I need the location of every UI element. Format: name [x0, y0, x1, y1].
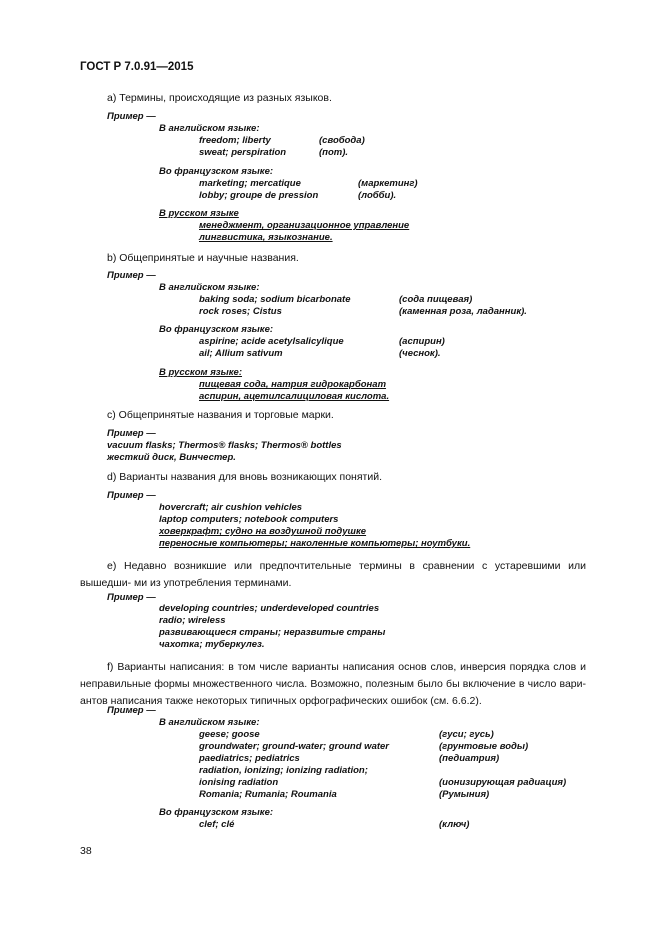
example-line: vacuum flasks; Thermos® flasks; Thermos® bottles — [107, 440, 342, 451]
term: aspirine; acide acetylsalicylique — [199, 336, 344, 347]
example-label: Пример — — [107, 705, 156, 716]
lang-label-english: В английском языке: — [159, 717, 260, 728]
gloss: (педиатрия) — [439, 753, 500, 764]
term: clef; clé — [199, 819, 235, 830]
example-line: hovercraft; air cushion vehicles — [159, 502, 303, 513]
example-line: laptop computers; notebook computers — [159, 514, 339, 525]
section-e-heading: e) Недавно возникшие или предпочтительные термины в сравнении с устаревшими или вышедши- ми из употребления терминами. — [80, 560, 586, 589]
term: rock roses; Cistus — [199, 306, 282, 317]
term: аспирин, ацетилсалициловая кислота. — [199, 391, 390, 402]
term: radiation, ionizing; ionizing radiation; — [199, 765, 368, 776]
example-label: Пример — — [107, 428, 156, 439]
example-line: жесткий диск, Винчестер. — [107, 452, 236, 463]
section-b-heading: b) Общепринятые и научные названия. — [107, 252, 299, 264]
document-header: ГОСТ Р 7.0.91—2015 — [80, 61, 194, 73]
example-line: radio; wireless — [159, 615, 226, 626]
gloss: (грунтовые воды) — [439, 741, 529, 752]
gloss: (пот). — [319, 147, 349, 158]
example-label: Пример — — [107, 490, 156, 501]
gloss: (сода пищевая) — [399, 294, 473, 305]
term: пищевая сода, натрия гидрокарбонат — [199, 379, 387, 390]
term: ionising radiation — [199, 777, 279, 788]
example-line: развивающиеся страны; неразвитые страны — [159, 627, 386, 638]
lang-label-french: Во французском языке: — [159, 807, 274, 818]
lang-label-english: В английском языке: — [159, 282, 260, 293]
term: lobby; groupe de pression — [199, 190, 319, 201]
gloss: (Румыния) — [439, 789, 490, 800]
gloss: (каменная роза, ладанник). — [399, 306, 527, 317]
gloss: (ионизирующая радиация) — [439, 777, 567, 788]
lang-label-french: Во французском языке: — [159, 166, 274, 177]
gloss: (ключ) — [439, 819, 470, 830]
term: менеджмент, организационное управление — [199, 220, 410, 231]
gloss: (лобби). — [358, 190, 397, 201]
term: sweat; perspiration — [199, 147, 287, 158]
gloss: (гуси; гусь) — [439, 729, 494, 740]
section-d-heading: d) Варианты названия для вновь возникающих понятий. — [107, 471, 382, 483]
term: marketing; mercatique — [199, 178, 301, 189]
term: geese; goose — [199, 729, 260, 740]
term: baking soda; sodium bicarbonate — [199, 294, 351, 305]
gloss: (аспирин) — [399, 336, 445, 347]
gloss: (чеснок). — [399, 348, 441, 359]
example-label: Пример — — [107, 270, 156, 281]
term: freedom; liberty — [199, 135, 271, 146]
example-line: ховеркрафт; судно на воздушной подушке — [159, 526, 367, 537]
lang-label-french: Во французском языке: — [159, 324, 274, 335]
example-label: Пример — — [107, 111, 156, 122]
page-number: 38 — [80, 845, 92, 857]
example-label: Пример — — [107, 592, 156, 603]
term: лингвистика, языкознание. — [199, 232, 333, 243]
lang-label-russian: В русском языке: — [159, 367, 243, 378]
term: ail; Allium sativum — [199, 348, 283, 359]
gloss: (свобода) — [319, 135, 365, 146]
term: Romania; Rumania; Roumania — [199, 789, 337, 800]
example-line: переносные компьютеры; наколенные компьютеры; ноутбуки. — [159, 538, 471, 549]
lang-label-russian: В русском языке — [159, 208, 239, 219]
term: paediatrics; pediatrics — [199, 753, 300, 764]
example-line: developing countries; underdeveloped countries — [159, 603, 380, 614]
example-line: чахотка; туберкулез. — [159, 639, 265, 650]
gloss: (маркетинг) — [358, 178, 418, 189]
section-a-heading: а) Термины, происходящие из разных языков. — [107, 92, 332, 104]
section-c-heading: c) Общепринятые названия и торговые марки. — [107, 409, 334, 421]
section-f-heading: f) Варианты написания: в том числе варианты написания основ слов, инверсия порядка слов и неправильные формы множественного числа. Возможно, полезным было бы включение в число вари- антов написания также некоторых типичных орфографических ошибок (см. 6.6.2). — [80, 661, 586, 707]
lang-label-english: В английском языке: — [159, 123, 260, 134]
term: groundwater; ground-water; ground water — [199, 741, 389, 752]
